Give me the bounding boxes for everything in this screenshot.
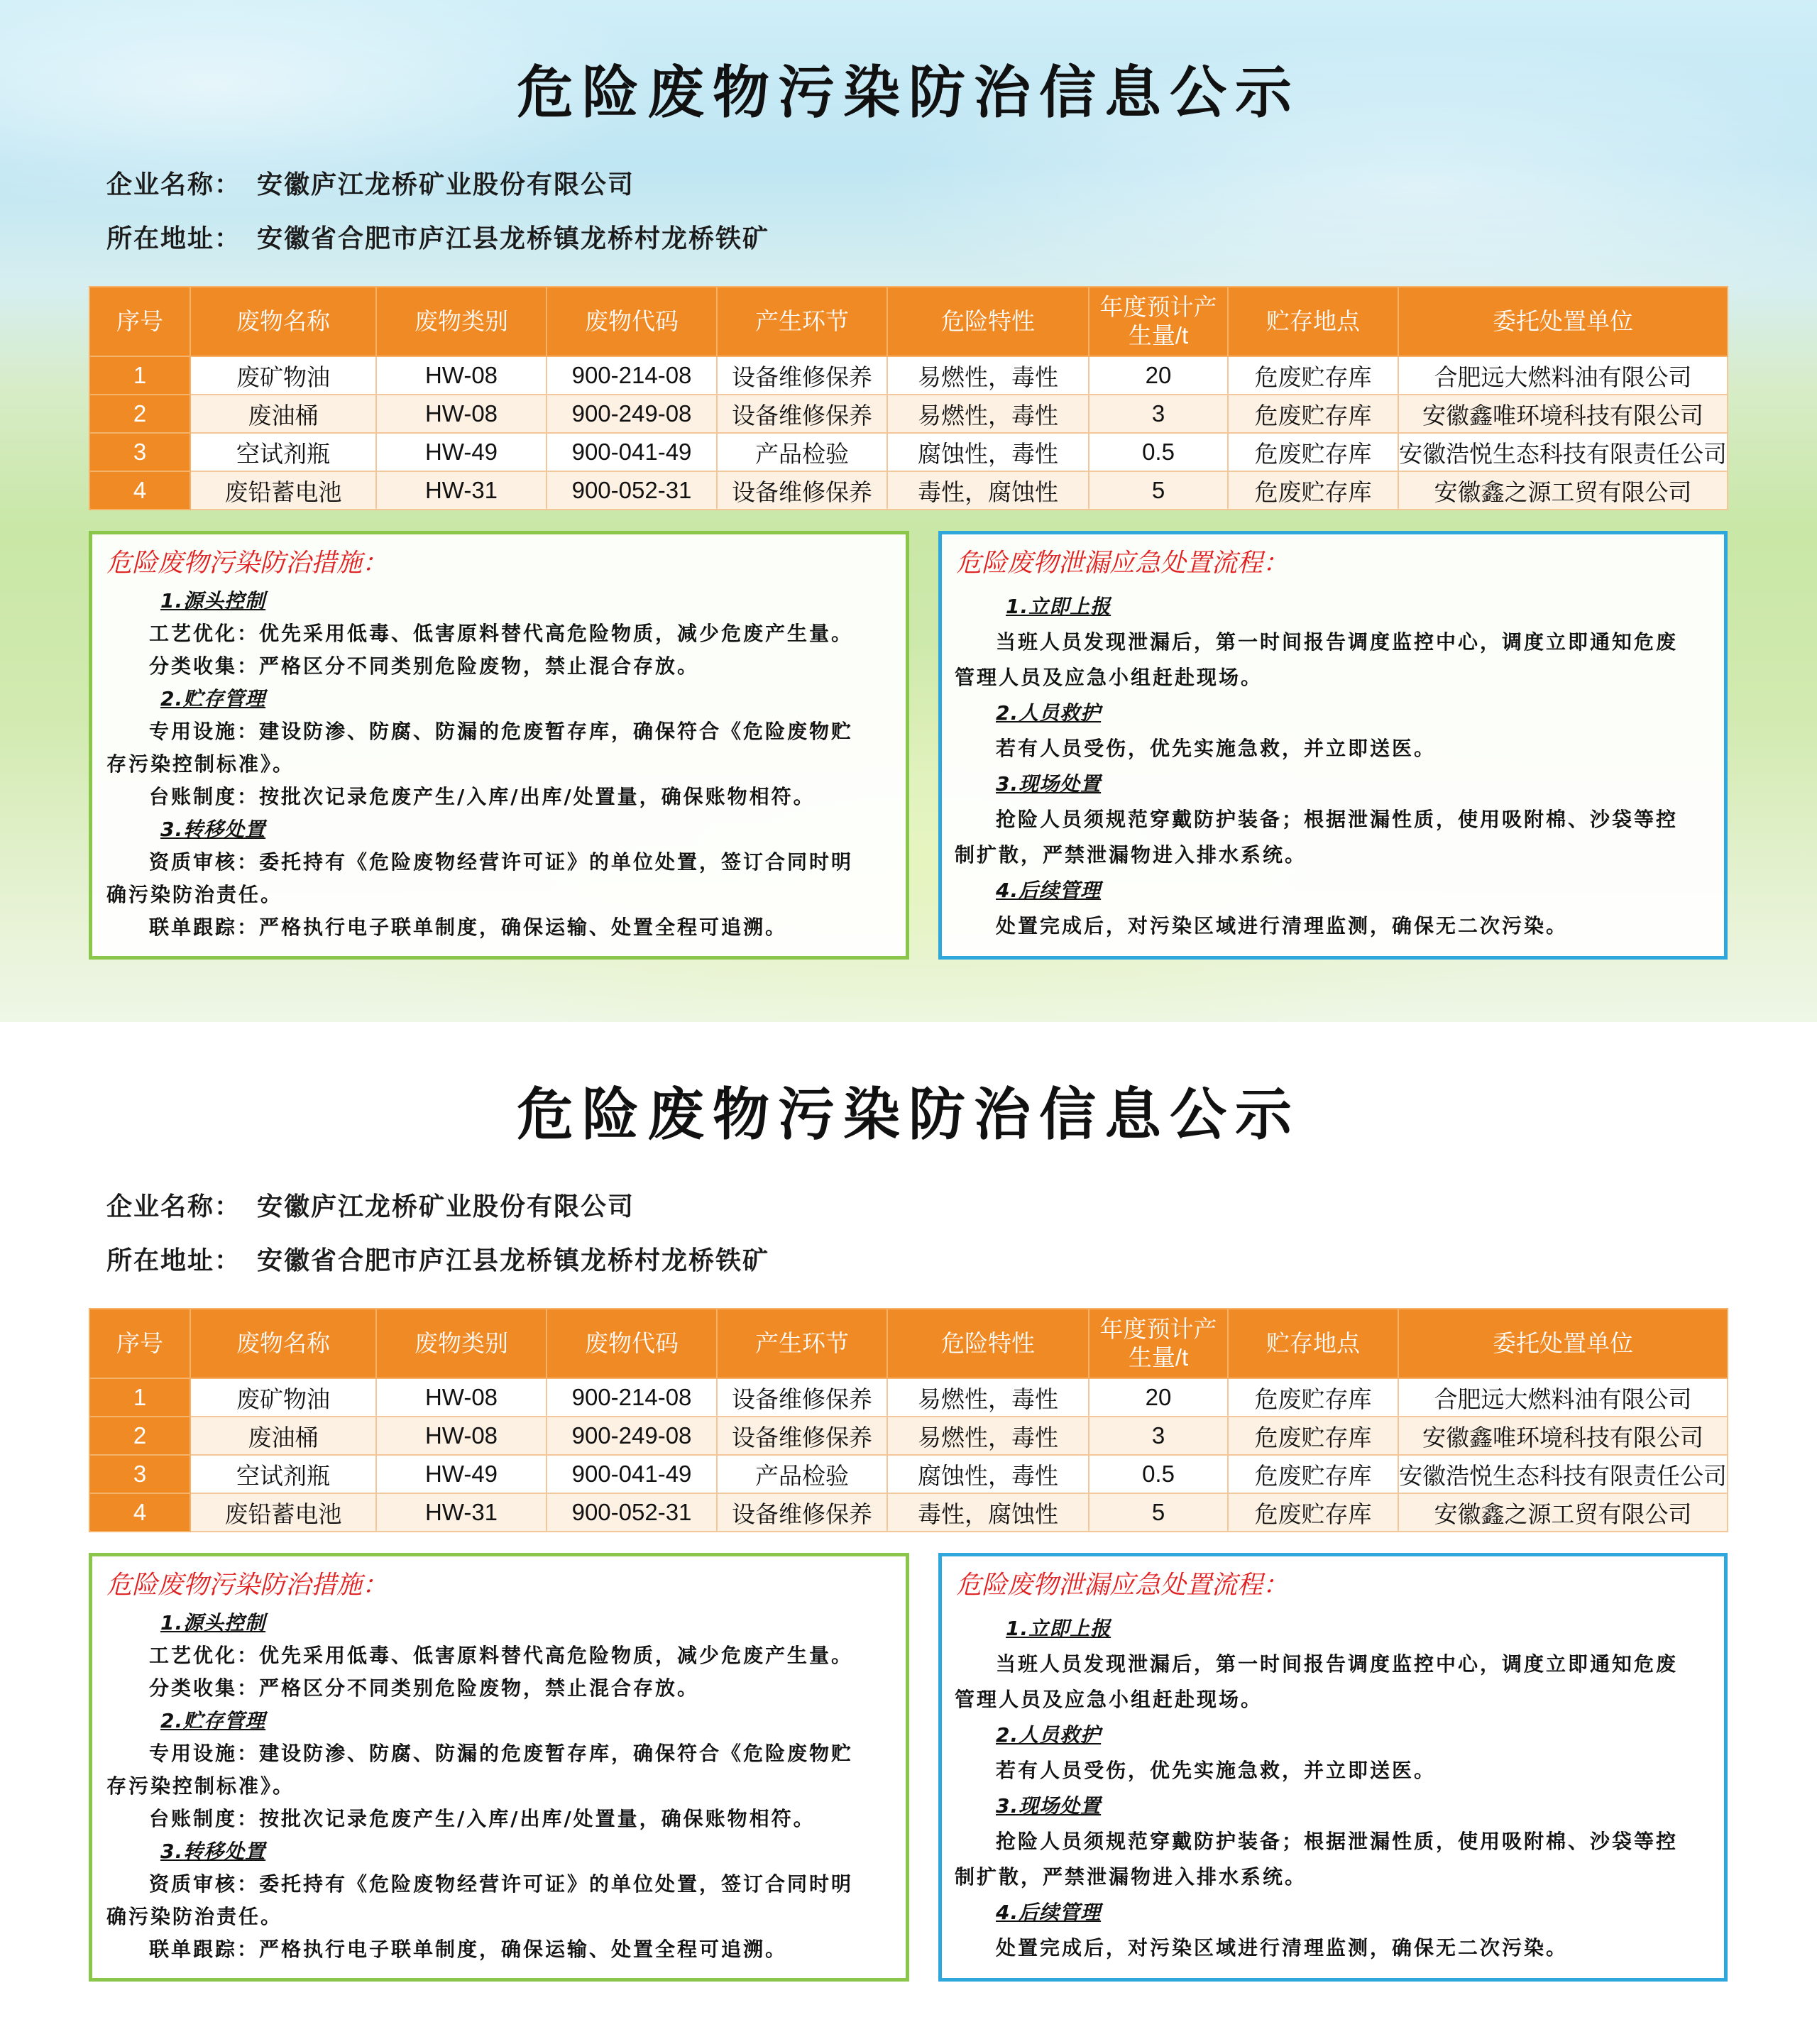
table-header: 序号	[89, 1309, 190, 1378]
company-label: 企业名称：	[106, 1192, 242, 1221]
emergency-heading: 1.立即上报	[1006, 1617, 1111, 1640]
table-header: 序号	[89, 287, 190, 356]
address-label: 所在地址：	[106, 1246, 242, 1275]
table-cell: 设备维修保养	[717, 356, 887, 395]
emergency-text: 管理人员及应急小组赶赴现场。	[955, 666, 1263, 689]
table-cell: HW-31	[376, 471, 547, 510]
waste-table	[89, 1308, 1728, 1532]
emergency-heading: 1.立即上报	[1006, 595, 1111, 618]
table-cell: 900-041-49	[547, 433, 717, 471]
table-cell: 3	[89, 433, 190, 471]
table-header: 废物类别	[376, 1309, 547, 1378]
table-row	[89, 1493, 1728, 1532]
measures-text: 资质审核：委托持有《危险废物经营许可证》的单位处置，签订合同时明	[149, 850, 854, 874]
emergency-text: 抢险人员须规范穿戴防护装备；根据泄漏性质，使用吸附棉、沙袋等控	[996, 808, 1679, 831]
table-cell: 0.5	[1089, 1455, 1228, 1493]
emergency-procedure-title: 危险废物泄漏应急处置流程：	[956, 549, 1289, 578]
address-value: 安徽省合肥市庐江县龙桥镇龙桥村龙桥铁矿	[257, 1246, 770, 1275]
table-row	[89, 1417, 1728, 1455]
prevention-measures-box	[89, 1553, 909, 1982]
prevention-measures-box	[89, 531, 909, 960]
table-cell: 设备维修保养	[717, 471, 887, 510]
table-cell: 危废贮存库	[1228, 471, 1398, 510]
table-cell: 3	[89, 1455, 190, 1493]
table-cell: 20	[1089, 356, 1228, 395]
emergency-text: 制扩散，严禁泄漏物进入排水系统。	[955, 1865, 1307, 1889]
table-cell: 900-249-08	[547, 395, 717, 433]
measures-text: 分类收集：严格区分不同类别危险废物，禁止混合存放。	[149, 654, 700, 678]
table-header: 废物代码	[547, 1309, 717, 1378]
table-cell: 900-249-08	[547, 1417, 717, 1455]
table-cell: 废铅蓄电池	[190, 471, 376, 510]
measures-text: 工艺优化：优先采用低毒、低害原料替代高危险物质，减少危废产生量。	[149, 1644, 854, 1667]
table-row	[89, 356, 1728, 395]
measures-text: 存污染控制标准》。	[106, 752, 295, 776]
notice-panel-bottom	[0, 1022, 1817, 2044]
table-cell: 产品检验	[717, 433, 887, 471]
table-cell: 1	[89, 1378, 190, 1417]
table-cell: 安徽浩悦生态科技有限责任公司	[1398, 433, 1728, 471]
address-row	[106, 219, 769, 255]
emergency-heading: 4.后续管理	[996, 879, 1102, 902]
table-cell: 设备维修保养	[717, 1493, 887, 1532]
table-cell: 危废贮存库	[1228, 433, 1398, 471]
emergency-heading: 4.后续管理	[996, 1901, 1102, 1924]
table-cell: 安徽鑫唯环境科技有限公司	[1398, 1417, 1728, 1455]
emergency-text: 处置完成后，对污染区域进行清理监测，确保无二次污染。	[996, 1936, 1569, 1960]
table-cell: 安徽鑫之源工贸有限公司	[1398, 1493, 1728, 1532]
emergency-heading: 3.现场处置	[996, 772, 1102, 796]
table-row	[89, 471, 1728, 510]
table-header-row	[89, 287, 1728, 356]
table-cell: 合肥远大燃料油有限公司	[1398, 356, 1728, 395]
table-cell: 废矿物油	[190, 1378, 376, 1417]
table-cell: HW-31	[376, 1493, 547, 1532]
table-cell: 设备维修保养	[717, 1378, 887, 1417]
table-header: 年度预计产生量/t	[1089, 287, 1228, 356]
emergency-text: 抢险人员须规范穿戴防护装备；根据泄漏性质，使用吸附棉、沙袋等控	[996, 1830, 1679, 1853]
table-cell: 4	[89, 471, 190, 510]
table-cell: 毒性，腐蚀性	[887, 1493, 1089, 1532]
emergency-text: 当班人员发现泄漏后，第一时间报告调度监控中心，调度立即通知危废	[996, 1652, 1679, 1676]
table-cell: 产品检验	[717, 1455, 887, 1493]
table-cell: HW-08	[376, 1378, 547, 1417]
table-cell: HW-08	[376, 395, 547, 433]
table-cell: 2	[89, 1417, 190, 1455]
address-label: 所在地址：	[106, 224, 242, 253]
measures-heading: 1.源头控制	[160, 1611, 266, 1634]
page-title: 危险废物污染防治信息公示	[517, 59, 1300, 126]
emergency-text: 当班人员发现泄漏后，第一时间报告调度监控中心，调度立即通知危废	[996, 630, 1679, 654]
emergency-text: 制扩散，严禁泄漏物进入排水系统。	[955, 843, 1307, 867]
table-cell: 废铅蓄电池	[190, 1493, 376, 1532]
company-row	[106, 165, 635, 201]
table-cell: 易燃性，毒性	[887, 395, 1089, 433]
table-cell: 900-052-31	[547, 471, 717, 510]
table-cell: 易燃性，毒性	[887, 1378, 1089, 1417]
table-cell: 安徽鑫唯环境科技有限公司	[1398, 395, 1728, 433]
measures-heading: 1.源头控制	[160, 589, 266, 612]
table-row	[89, 433, 1728, 471]
table-cell: 危废贮存库	[1228, 395, 1398, 433]
table-cell: HW-08	[376, 1417, 547, 1455]
prevention-measures-title: 危险废物污染防治措施：	[106, 1571, 388, 1600]
emergency-text: 若有人员受伤，优先实施急救，并立即送医。	[996, 737, 1437, 760]
table-cell: 空试剂瓶	[190, 433, 376, 471]
table-header: 产生环节	[717, 1309, 887, 1378]
table-cell: HW-49	[376, 1455, 547, 1493]
table-cell: 安徽浩悦生态科技有限责任公司	[1398, 1455, 1728, 1493]
emergency-procedure-box	[938, 1553, 1728, 1982]
table-cell: 易燃性，毒性	[887, 356, 1089, 395]
address-row	[106, 1241, 769, 1277]
table-header: 贮存地点	[1228, 287, 1398, 356]
page-title: 危险废物污染防治信息公示	[517, 1081, 1300, 1148]
table-cell: 危废贮存库	[1228, 1455, 1398, 1493]
table-cell: 腐蚀性，毒性	[887, 1455, 1089, 1493]
table-cell: 空试剂瓶	[190, 1455, 376, 1493]
table-header: 废物类别	[376, 287, 547, 356]
measures-text: 台账制度：按批次记录危废产生/入库/出库/处置量，确保账物相符。	[149, 1807, 816, 1830]
measures-text: 资质审核：委托持有《危险废物经营许可证》的单位处置，签订合同时明	[149, 1872, 854, 1896]
table-cell: 合肥远大燃料油有限公司	[1398, 1378, 1728, 1417]
waste-table	[89, 286, 1728, 510]
table-cell: 腐蚀性，毒性	[887, 433, 1089, 471]
measures-text: 工艺优化：优先采用低毒、低害原料替代高危险物质，减少危废产生量。	[149, 622, 854, 645]
table-cell: 危废贮存库	[1228, 356, 1398, 395]
table-cell: 废油桶	[190, 1417, 376, 1455]
table-cell: 20	[1089, 1378, 1228, 1417]
table-cell: HW-49	[376, 433, 547, 471]
table-cell: 设备维修保养	[717, 1417, 887, 1455]
company-label: 企业名称：	[106, 170, 242, 199]
table-row	[89, 1378, 1728, 1417]
prevention-measures-title: 危险废物污染防治措施：	[106, 549, 388, 578]
table-header-row	[89, 1309, 1728, 1378]
table-cell: 危废贮存库	[1228, 1417, 1398, 1455]
table-header: 危险特性	[887, 1309, 1089, 1378]
table-cell: 0.5	[1089, 433, 1228, 471]
table-cell: 设备维修保养	[717, 395, 887, 433]
table-header: 委托处置单位	[1398, 287, 1728, 356]
table-cell: 5	[1089, 471, 1228, 510]
table-cell: 900-052-31	[547, 1493, 717, 1532]
table-header: 年度预计产生量/t	[1089, 1309, 1228, 1378]
emergency-heading: 3.现场处置	[996, 1794, 1102, 1818]
table-cell: 5	[1089, 1493, 1228, 1532]
measures-text: 确污染防治责任。	[106, 1905, 283, 1928]
table-cell: 1	[89, 356, 190, 395]
table-cell: 900-041-49	[547, 1455, 717, 1493]
table-cell: 废油桶	[190, 395, 376, 433]
table-cell: 900-214-08	[547, 1378, 717, 1417]
measures-text: 确污染防治责任。	[106, 883, 283, 906]
measures-heading: 2.贮存管理	[160, 687, 266, 710]
table-header: 废物名称	[190, 287, 376, 356]
table-header: 废物名称	[190, 1309, 376, 1378]
company-name: 安徽庐江龙桥矿业股份有限公司	[257, 170, 635, 199]
table-header: 贮存地点	[1228, 1309, 1398, 1378]
table-row	[89, 1455, 1728, 1493]
address-value: 安徽省合肥市庐江县龙桥镇龙桥村龙桥铁矿	[257, 224, 770, 253]
emergency-text: 若有人员受伤，优先实施急救，并立即送医。	[996, 1759, 1437, 1782]
emergency-text: 处置完成后，对污染区域进行清理监测，确保无二次污染。	[996, 914, 1569, 938]
table-row	[89, 395, 1728, 433]
measures-text: 专用设施：建设防渗、防腐、防漏的危废暂存库，确保符合《危险废物贮	[149, 720, 854, 743]
emergency-heading: 2.人员救护	[996, 1723, 1102, 1747]
measures-text: 联单跟踪：严格执行电子联单制度，确保运输、处置全程可追溯。	[149, 1938, 788, 1961]
table-cell: 危废贮存库	[1228, 1378, 1398, 1417]
measures-text: 联单跟踪：严格执行电子联单制度，确保运输、处置全程可追溯。	[149, 916, 788, 939]
table-cell: 3	[1089, 1417, 1228, 1455]
table-cell: 安徽鑫之源工贸有限公司	[1398, 471, 1728, 510]
measures-text: 存污染控制标准》。	[106, 1774, 295, 1798]
table-cell: 废矿物油	[190, 356, 376, 395]
emergency-heading: 2.人员救护	[996, 701, 1102, 725]
table-cell: HW-08	[376, 356, 547, 395]
measures-text: 台账制度：按批次记录危废产生/入库/出库/处置量，确保账物相符。	[149, 785, 816, 808]
table-header: 产生环节	[717, 287, 887, 356]
table-cell: 3	[1089, 395, 1228, 433]
table-cell: 危废贮存库	[1228, 1493, 1398, 1532]
company-name: 安徽庐江龙桥矿业股份有限公司	[257, 1192, 635, 1221]
table-header: 委托处置单位	[1398, 1309, 1728, 1378]
measures-heading: 2.贮存管理	[160, 1709, 266, 1732]
measures-heading: 3.转移处置	[160, 1840, 266, 1863]
table-cell: 900-214-08	[547, 356, 717, 395]
emergency-procedure-box	[938, 531, 1728, 960]
emergency-text: 管理人员及应急小组赶赴现场。	[955, 1688, 1263, 1711]
table-header: 废物代码	[547, 287, 717, 356]
emergency-procedure-title: 危险废物泄漏应急处置流程：	[956, 1571, 1289, 1600]
company-row	[106, 1187, 635, 1223]
table-cell: 2	[89, 395, 190, 433]
measures-text: 分类收集：严格区分不同类别危险废物，禁止混合存放。	[149, 1676, 700, 1700]
table-cell: 4	[89, 1493, 190, 1532]
measures-heading: 3.转移处置	[160, 818, 266, 841]
table-cell: 毒性，腐蚀性	[887, 471, 1089, 510]
table-header: 危险特性	[887, 287, 1089, 356]
measures-text: 专用设施：建设防渗、防腐、防漏的危废暂存库，确保符合《危险废物贮	[149, 1742, 854, 1765]
table-cell: 易燃性，毒性	[887, 1417, 1089, 1455]
